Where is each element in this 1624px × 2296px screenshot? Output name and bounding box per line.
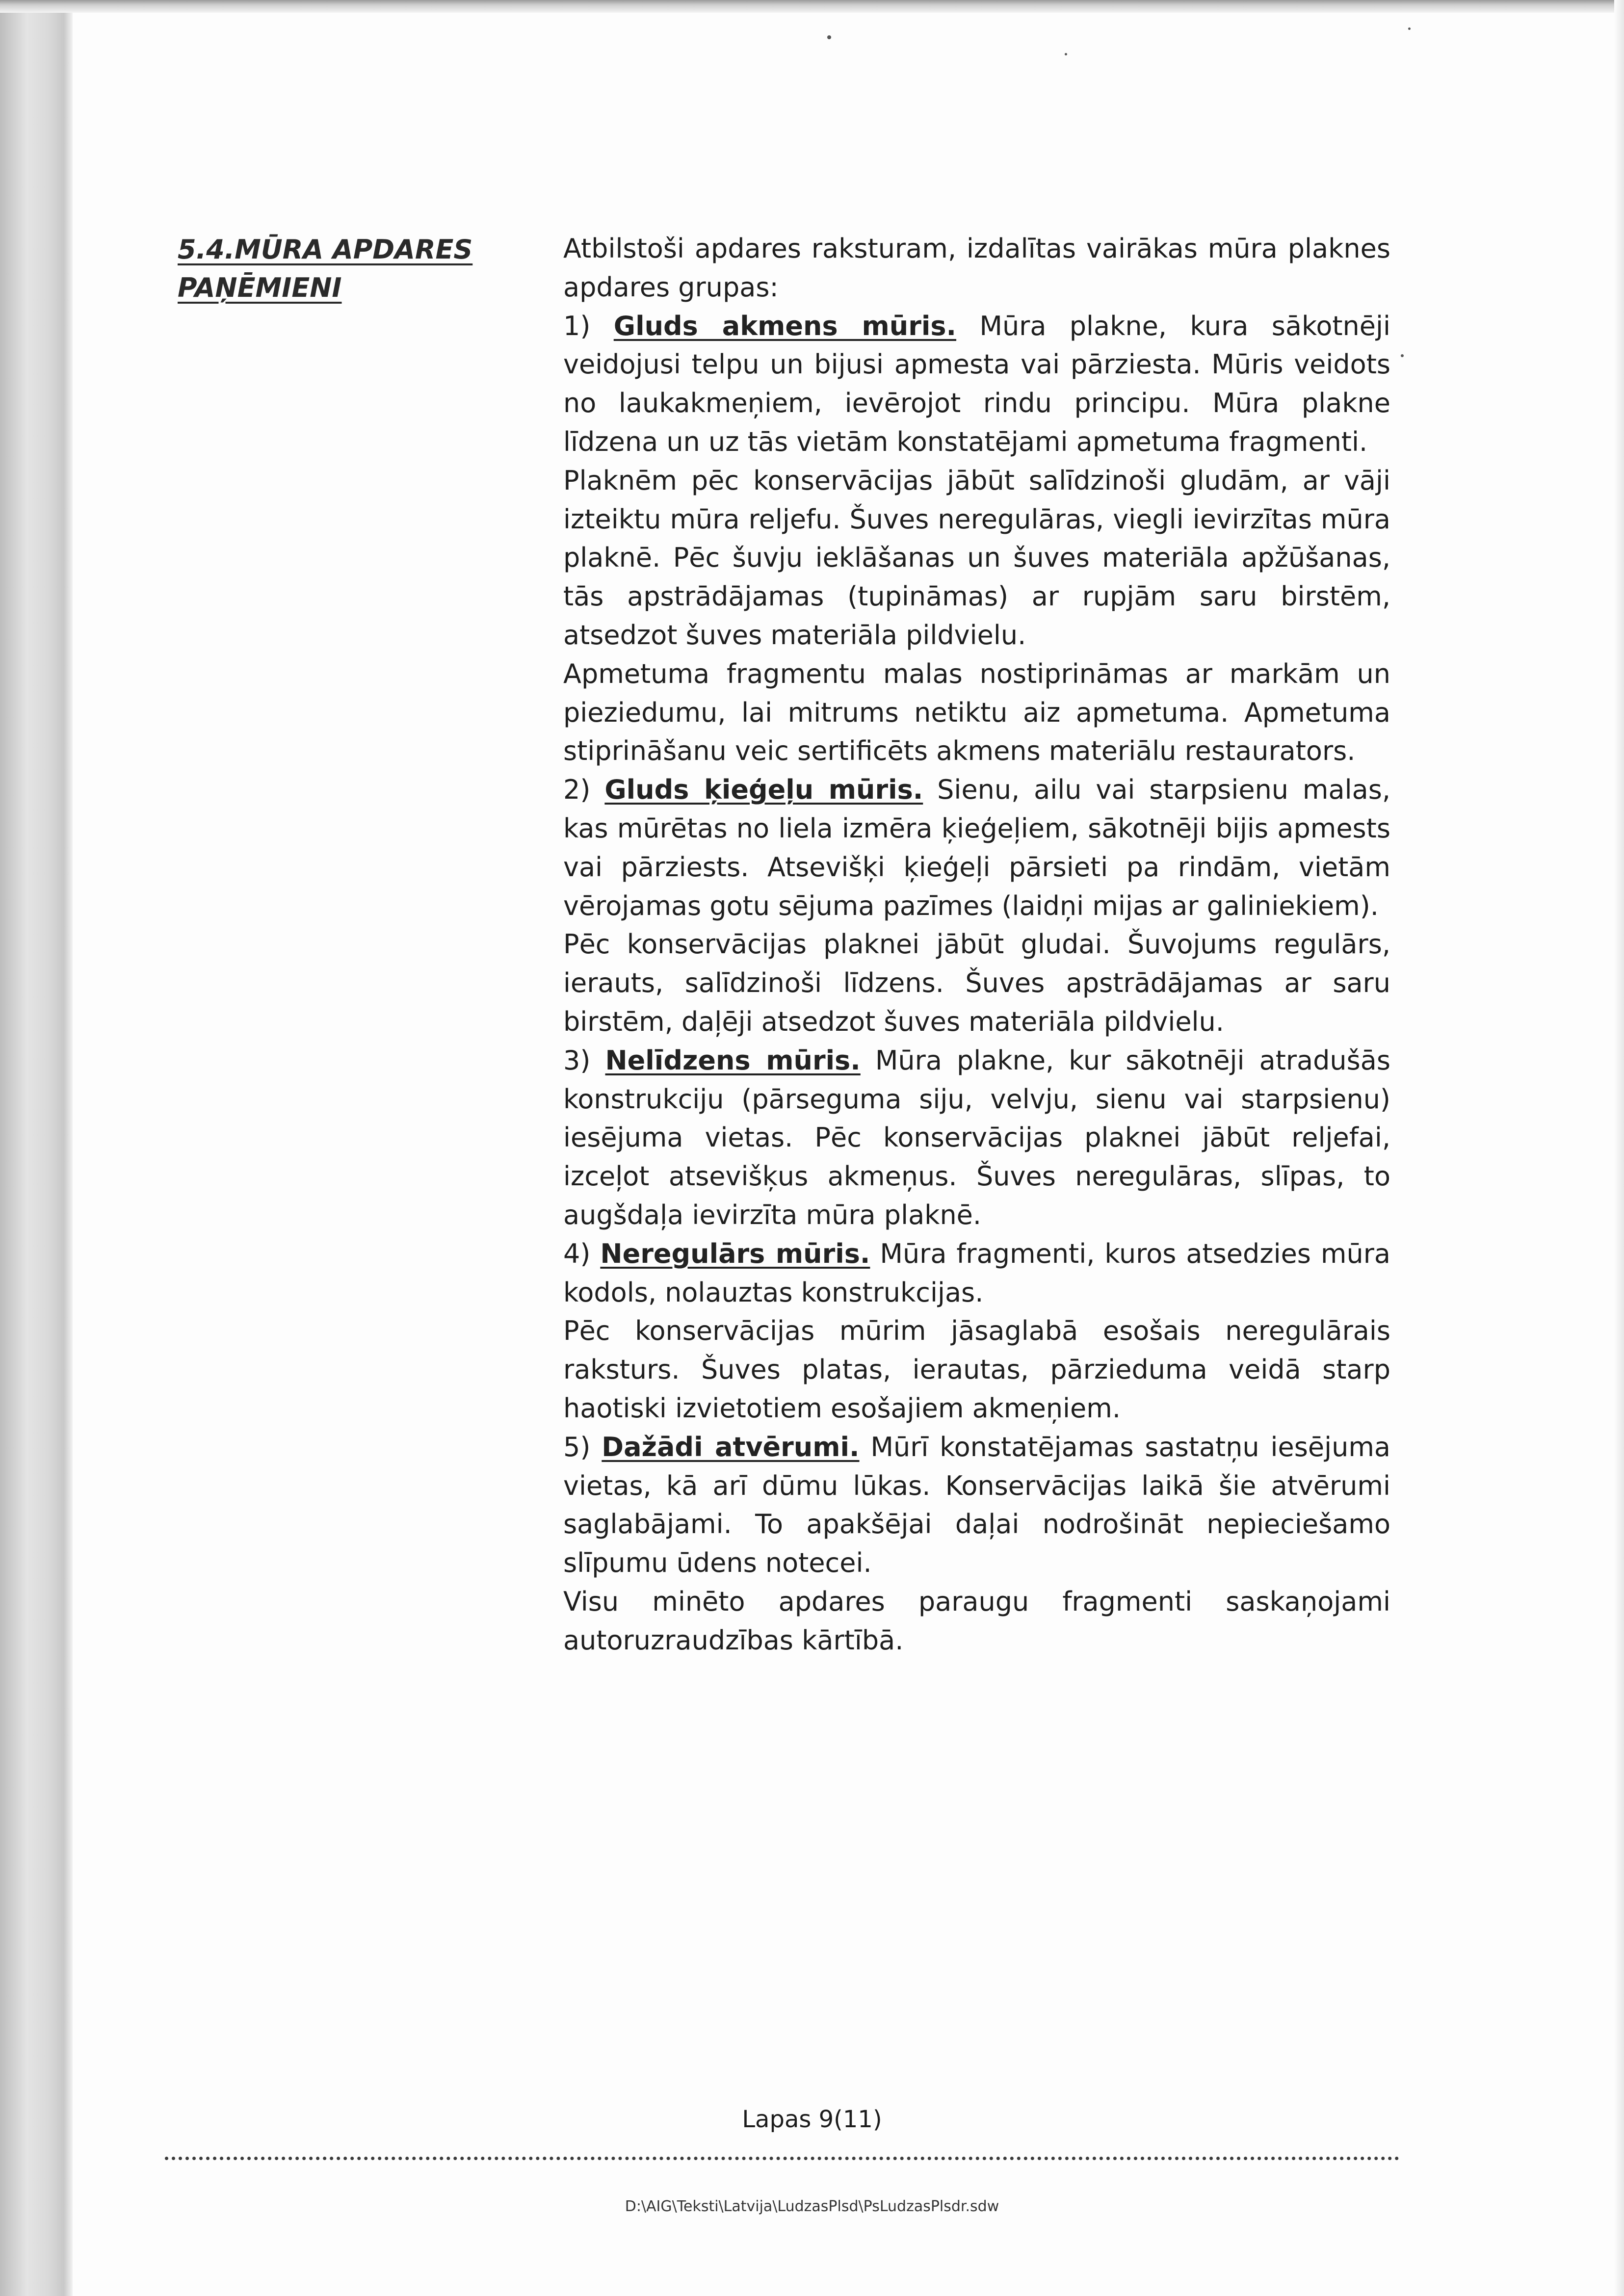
- scan-speck: [1401, 354, 1404, 357]
- scan-left-shadow: [0, 0, 73, 2296]
- intro-paragraph: Atbilstoši apdares raksturam, izdalītas vairākas mūra plaknes apdares grupas:: [563, 233, 1390, 303]
- item-5-number: 5): [563, 1431, 591, 1462]
- item-3-number: 3): [563, 1044, 591, 1076]
- item-2-text: Sienu, ailu vai starpsienu malas, kas mūrētas no liela izmēra ķieģeļiem, sākotnēji bijis apmests vai pārziests. Atsevišķi ķieģeļi pārsieti pa rindām, vietām vērojamas gotu sējuma pazīmes (laidņi mijas ar galiniekiem).: [563, 774, 1390, 921]
- item-4-number: 4): [563, 1238, 591, 1269]
- item-1-text: Mūra plakne, kura sākotnēji veidojusi telpu un bijusi apmesta vai pārziesta. Mūris veidots no laukakmeņiem, ievērojot rindu principu. Mūra plakne līdzena un uz tās vietām konstatējami apmetuma fragmenti.: [563, 310, 1390, 457]
- scan-top-shadow: [0, 0, 1624, 13]
- item-5-term: Dažādi atvērumi.: [602, 1431, 860, 1462]
- item-1-term: Gluds akmens mūris.: [613, 310, 957, 341]
- section-heading: [178, 231, 492, 307]
- page-number: Lapas 9(11): [742, 2106, 882, 2133]
- item-4-paragraph: [563, 1235, 1390, 1312]
- item-3-term: Nelīdzens mūris.: [605, 1044, 861, 1076]
- item-2-number: 2): [563, 774, 591, 806]
- item-2-paragraph-2: Pēc konservācijas plaknei jābūt gludai. Šuvojums regulārs, ierauts, salīdzinoši līdzens. Šuves apstrādājamas ar saru birstēm, daļēji atsedzot šuves materiāla pildvielu.: [563, 929, 1390, 1037]
- section-body: [563, 230, 1390, 1660]
- item-4-text: Mūra fragmenti, kuros atsedzies mūra kodols, nolauztas konstrukcijas.: [563, 1238, 1391, 1308]
- scan-right-shadow: [1614, 0, 1624, 2296]
- scan-speck: [827, 35, 831, 39]
- item-1-paragraph-3: Apmetuma fragmentu malas nostiprināmas ar markām un pieziedumu, lai mitrums netiktu aiz apmetuma. Apmetuma stiprināšanu veic sertificēts akmens materiālu restaurators.: [563, 658, 1390, 767]
- item-3-paragraph: [563, 1042, 1390, 1235]
- item-1-number: 1): [563, 310, 591, 341]
- footer-file-path: D:\AIG\Teksti\Latvija\LudzasPlsd\PsLudzasPlsdr.sdw: [625, 2198, 999, 2215]
- footer-dotted-rule: [165, 2157, 1399, 2160]
- item-1-paragraph-2: Plaknēm pēc konservācijas jābūt salīdzinoši gludām, ar vāji izteiktu mūra reljefu. Šuves neregulāras, viegli ievirzītas mūra plaknē. Pēc šuvju ieklāšanas un šuves materiāla apžūšanas, tās apstrādājamas (tupināmas) ar rupjām saru birstēm, atsedzot šuves materiāla pildvielu.: [563, 465, 1390, 651]
- item-4-term: Neregulārs mūris.: [600, 1238, 870, 1269]
- item-1-paragraph: [563, 307, 1390, 462]
- closing-paragraph: Visu minēto apdares paraugu fragmenti saskaņojami autoruzraudzības kārtībā.: [563, 1586, 1390, 1656]
- item-5-paragraph: [563, 1428, 1390, 1583]
- item-5-text: Mūrī konstatējamas sastatņu iesējuma vietas, kā arī dūmu lūkas. Konservācijas laikā šie atvērumi saglabājami. To apakšējai daļai nodrošināt nepieciešamo slīpumu ūdens notecei.: [563, 1431, 1391, 1579]
- item-3-text: Mūra plakne, kur sākotnēji atradušās konstrukciju (pārseguma siju, velvju, sienu vai starpsienu) iesējuma vietas. Pēc konservācijas plaknei jābūt reljefai, izceļot atsevišķus akmeņus. Šuves neregulāras, slīpas, to augšdaļa ievirzīta mūra plaknē.: [563, 1044, 1391, 1230]
- item-4-paragraph-2: Pēc konservācijas mūrim jāsaglabā esošais neregulārais raksturs. Šuves platas, ierautas, pārzieduma veidā starp haotiski izvietotiem esošajiem akmeņiem.: [563, 1315, 1390, 1424]
- section-heading-line1: 5.4.MŪRA APDARES: [178, 234, 473, 265]
- item-2-term: Gluds ķieģeļu mūris.: [604, 774, 923, 806]
- item-2-paragraph: [563, 771, 1390, 925]
- scan-speck: [1408, 27, 1411, 30]
- section-heading-line2: PAŅĒMIENI: [178, 272, 342, 303]
- scan-speck: [1065, 53, 1067, 55]
